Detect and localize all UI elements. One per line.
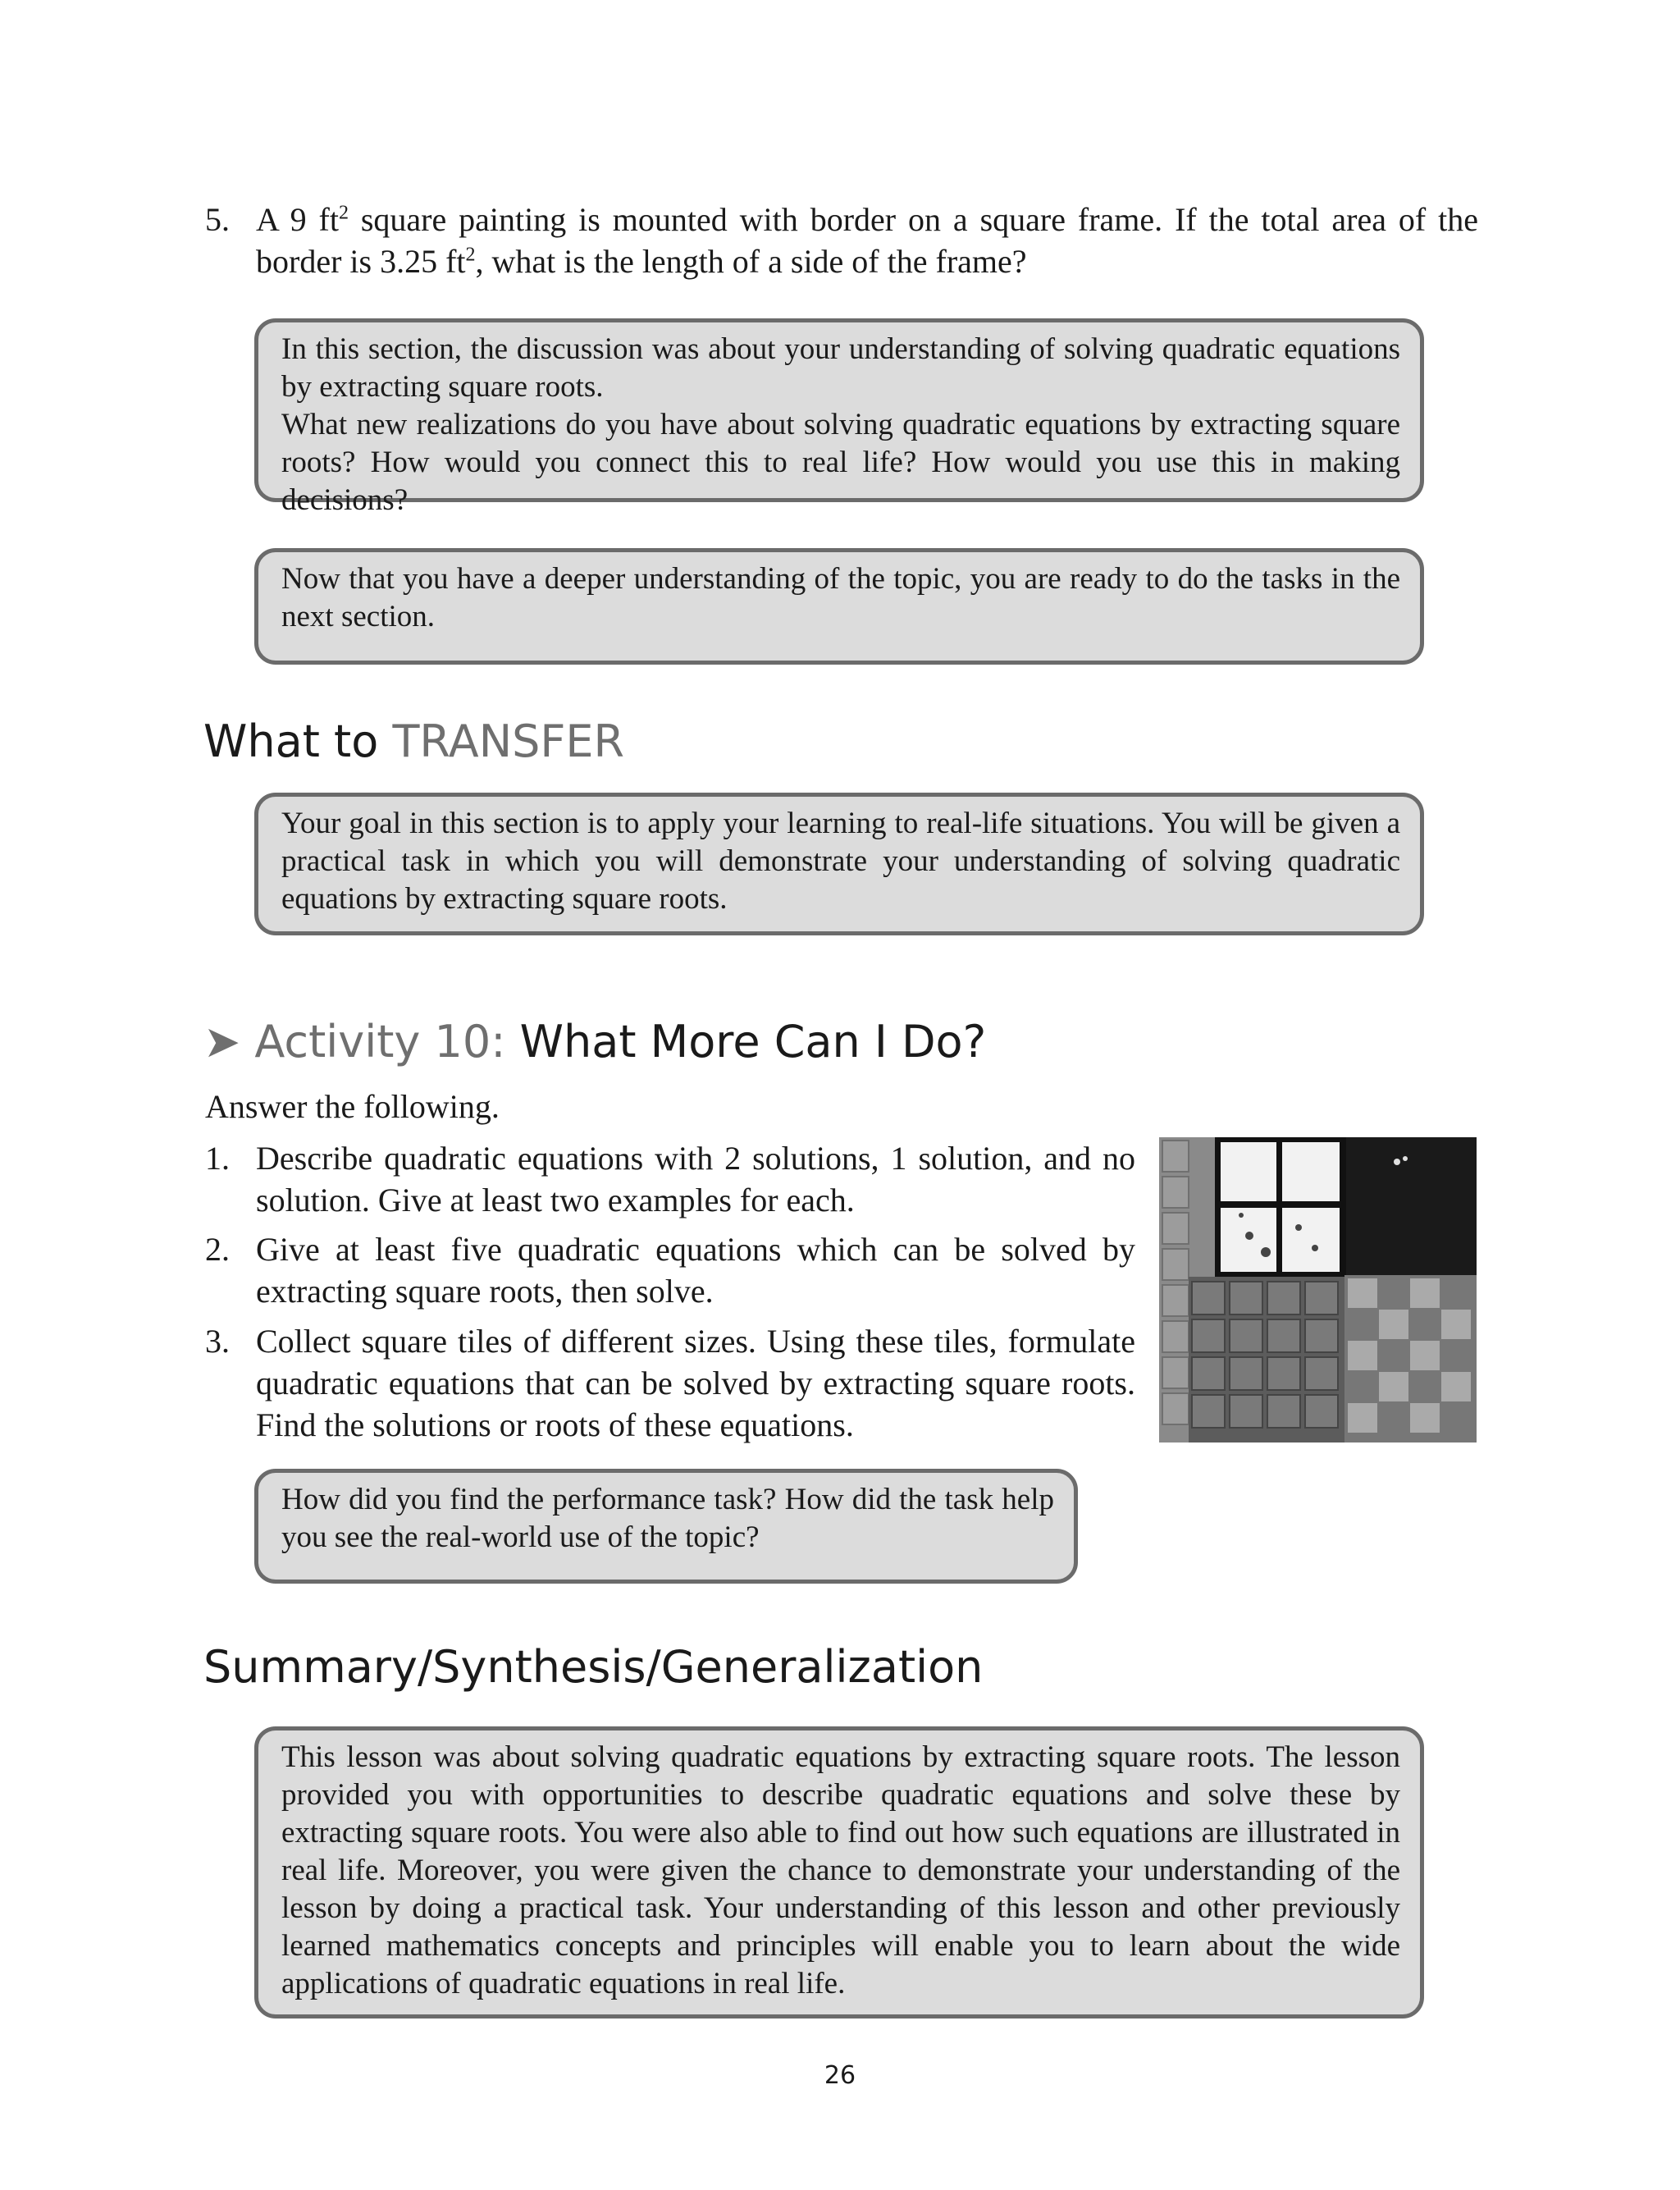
arrow-icon: ➤ [203,1016,241,1068]
goal-box [254,793,1424,935]
activity-item-3: 3. Collect square tiles of different sizes. Using these tiles, formulate quadratic equations that can be solved by extracting square roots. Find the solutions or roots of these equations. [205,1323,1135,1443]
problem-5 [205,199,1478,282]
problem-5-text: A 9 $ft^2$ square painting is mounted with border on a square frame. If the total area of the border is 3.25 $ft^2$, what is the length of a side of the frame? [256,201,1479,280]
page-number: 26 [824,2061,856,2090]
summary-text: This lesson was about solving quadratic equations by extracting square roots. The lesson provided you with opportunities to describe quadratic equations and solve these by extracting square roots. You were also able to find out how such equations are illustrated in real life. Moreover, you were given the chance to demonstrate your understanding of the lesson by doing a practical task. Your understanding of this lesson and other previously learned mathematics concepts and principles will enable you to learn about the wide applications of quadratic equations in real life. [281,1740,1400,2000]
activity-item-2: 2. Give at least five quadratic equations which can be solved by extracting square roots, then solve. [205,1231,1135,1310]
ready-box [254,548,1424,665]
activity-item-1: 1. Describe quadratic equations with 2 solutions, 1 solution, and no solution. Give at least two examples for each. [205,1140,1135,1218]
activity-heading [203,1016,986,1068]
summary-heading: Summary/Synthesis/Generalization [203,1641,984,1693]
activity-title: What More Can I Do? [519,1016,987,1068]
ready-text: Now that you have a deeper understanding of the topic, you are ready to do the tasks in the next section. [281,562,1400,633]
reflection-text-2: What new realizations do you have about solving quadratic equations by extracting square roots? How would you connect this to real life? How would you use this in making decisions? [281,408,1400,517]
task-text: How did you find the performance task? How did the task help you see the real-world use of the topic? [281,1483,1054,1554]
activity-instruction: Answer the following. [205,1088,500,1125]
reflection-box [254,318,1424,517]
transfer-heading: What to TRANSFER [203,716,625,767]
problem-5-number: 5. [205,201,230,238]
summary-box [254,1726,1424,2019]
reflection-text-1: In this section, the discussion was about your understanding of solving quadratic equations by extracting square roots. [281,332,1400,404]
task-box [254,1469,1078,1584]
goal-text: Your goal in this section is to apply your learning to real-life situations. You will be given a practical task in which you will demonstrate your understanding of solving quadratic equations by extracting square roots. [281,807,1400,916]
activity-label: Activity 10: [254,1016,506,1068]
tiles-photo [1159,1137,1477,1442]
